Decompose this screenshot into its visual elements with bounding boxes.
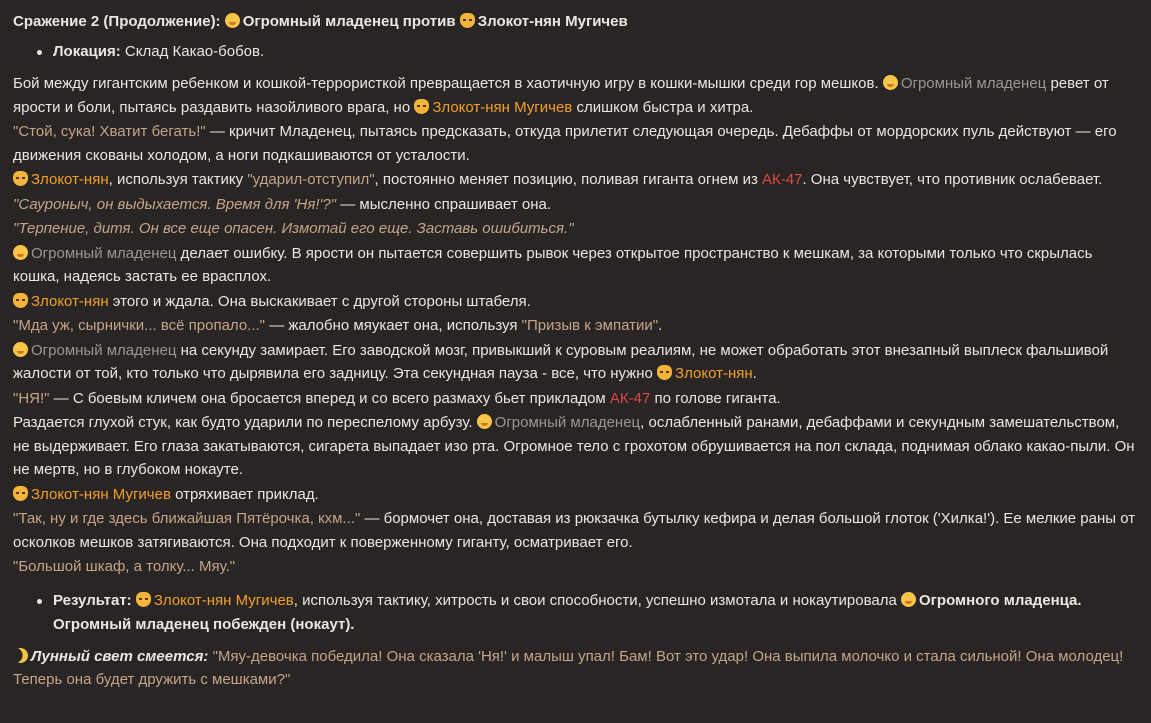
result-bullet: Результат: Злокот-нян Мугичев, используя тактику, хитрость и свои способности, успешно измотала и нокаутировала Огромного младенца. Огромный младенец побежден (нокаут). (13, 589, 1139, 637)
paragraph-4: "Сауроныч, он выдыхается. Время для 'Ня!'?" — мысленно спрашивает она. (13, 195, 552, 213)
paragraph-5: "Терпение, дитя. Он все еще опасен. Измотай его еще. Заставь ошибиться." (13, 220, 574, 237)
cat-emoji-icon (657, 365, 672, 380)
paragraph-10: "НЯ!" — С боевым кличем она бросается вперед и со всего размаху бьет прикладом АК-47 по голове гиганта. (13, 389, 781, 407)
paragraph-9: Огромный младенец на секунду замирает. Его заводской мозг, привыкший к суровым реалиям, не может обработать этот внезапный выплеск фальшивой жалости от той, кто только что дырявила его задницу. Эта секундная пауза - все, что нужно Злокот-нян. (13, 341, 1109, 382)
cat-emoji-icon (13, 171, 28, 186)
paragraph-11: Раздается глухой стук, как будто ударили по переспелому арбузу. Огромный младенец, ослабленный ранами, дебаффами и секундным замешательством, не выдерживает. Его глаза закатываются, сигарета выпадает изо рта. Огромное тело с грохотом обрушивается на пол склада, поднимая облако какао-пыли. Он не мертв, но в глубоком нокауте. (13, 414, 1135, 478)
baby-emoji-icon (13, 342, 28, 357)
cat-emoji-icon (13, 486, 28, 501)
paragraph-2: "Стой, сука! Хватит бегать!" — кричит Младенец, пытаясь предсказать, откуда прилетит следующая очередь. Дебаффы от мордорских пуль действуют — его движения скованы холодом, а ноги подкашиваются от усталости. (13, 123, 1117, 164)
cat-emoji-icon (414, 99, 429, 114)
crescent-moon-icon (11, 645, 30, 664)
paragraph-1: Бой между гигантским ребенком и кошкой-террористкой превращается в хаотичную игру в кошки-мышки среди гор мешков. Огромный младенец ревет от ярости и боли, пытаясь раздавить назойливого врага, но Злокот-нян Мугичев слишком быстра и хитра. (13, 75, 1109, 116)
paragraph-8: "Мда уж, сырнички... всё пропало..." — жалобно мяукает она, используя "Призыв к эмпатии". (13, 317, 663, 334)
moon-comment: Лунный свет смеется: "Мяу-девочка победила! Она сказала 'Ня!' и малыш упал! Бам! Вот это удар! Она выпила молочко и стала сильной! Она молодец! Теперь она будет дружить с мешками?" (13, 645, 1139, 692)
paragraph-3: Злокот-нян, используя тактику "ударил-отступил", постоянно меняет позицию, поливая гиганта огнем из АК-47. Она чувствует, что противник ослабевает. (13, 168, 1139, 192)
baby-emoji-icon (225, 13, 240, 28)
paragraph-14: "Большой шкаф, а толку... Мяу." (13, 558, 236, 575)
baby-emoji-icon (477, 414, 492, 429)
cat-emoji-icon (13, 293, 28, 308)
baby-emoji-icon (883, 75, 898, 90)
paragraph-7: Злокот-нян этого и ждала. Она выскакивает с другой стороны штабеля. (13, 290, 1139, 314)
cat-emoji-icon (136, 592, 151, 607)
baby-emoji-icon (901, 592, 916, 607)
baby-emoji-icon (13, 245, 28, 260)
paragraph-6: Огромный младенец делает ошибку. В ярости он пытается совершить рывок через открытое пространство к мешкам, за которыми только что скрылась кошка, надеясь застать ее врасплох. (13, 244, 1093, 285)
paragraph-13: "Так, ну и где здесь ближайшая Пятёрочка, кхм..." — бормочет она, доставая из рюкзачка бутылку кефира и делая большой глоток ('Хилка!'). Ее мелкие раны от осколков мешков затягиваются. Она подходит к поверженному гиганту, осматривает его. (13, 510, 1136, 551)
paragraph-12: Злокот-нян Мугичев отряхивает приклад. (13, 483, 1139, 507)
battle-title: Сражение 2 (Продолжение): Огромный младенец против Злокот-нян Мугичев (13, 13, 628, 30)
cat-emoji-icon (460, 13, 475, 28)
location-bullet: Локация: Склад Какао-бобов. (13, 40, 1139, 64)
